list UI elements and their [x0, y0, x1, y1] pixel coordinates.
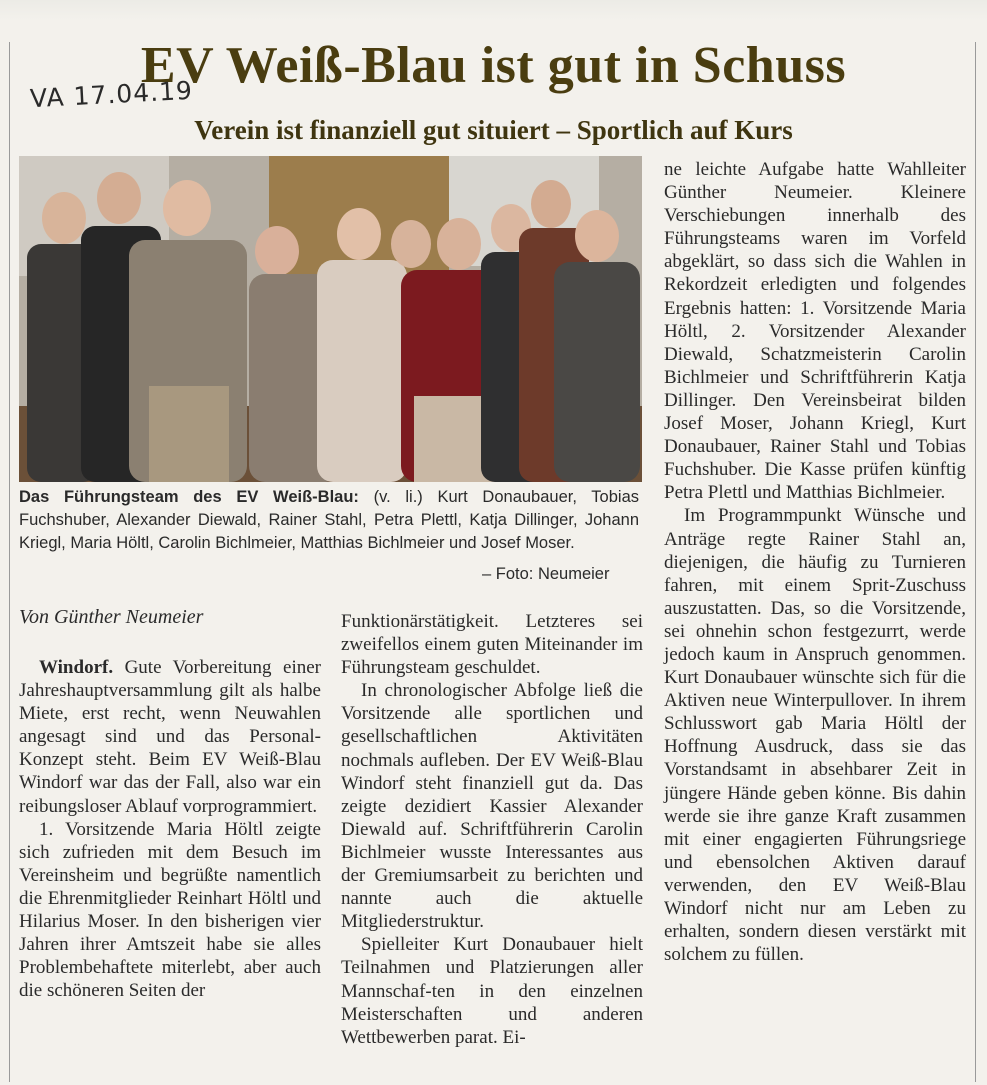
- right-column-rule: [975, 42, 976, 1082]
- article-paragraph: In chronologischer Abfolge ließ die Vorsitzende alle sportlichen und gesellschaftlichen Aktivitäten nochmals aufleben. Der EV Weiß-Blau Windorf steht finanziell gut da. Das zeigte dezidiert Kassier Alexander Diewald auf. Schriftführerin Carolin Bichlmeier wusste Interessantes aus der Gremiumsarbeit zu berichten und nannte auch die aktuelle Mitgliederstruktur.: [341, 680, 643, 933]
- article-paragraph: 1. Vorsitzende Maria Höltl zeigte sich zufrieden mit dem Besuch im Vereinsheim und begrüßte namentlich die Ehrenmitglieder Reinhart Höltl und Hilarius Moser. In den bisherigen vier Jahren ihrer Amtszeit habe sie alles Problembehaftete miterlebt, aber auch die schöneren Seiten der: [19, 818, 321, 1002]
- article-paragraph: Funktionärstätigkeit. Letzteres sei zweifellos einem guten Miteinander im Führungsteam geschuldet.: [341, 611, 643, 679]
- article-paragraph: ne leichte Aufgabe hatte Wahlleiter Günther Neumeier. Kleinere Verschiebungen innerhalb des Führungsteams waren im Vorfeld abgeklärt, so dass sich die Wahlen in Rekordzeit erledigten und folgendes Ergebnis hatten: 1. Vorsitzende Maria Höltl, 2. Vorsitzender Alexander Diewald, Schatzmeisterin Carolin Bichlmeier und Schriftführerin Katja Dillinger. Den Vereinsbeirat bilden Josef Moser, Johann Kriegl, Kurt Donaubauer, Rainer Stahl und Tobias Fuchshuber. Die Kasse prüfen künftig Petra Plettl und Matthias Bichlmeier.: [664, 159, 966, 504]
- article-paragraph: Windorf. Gute Vorbereitung einer Jahreshauptversammlung gilt als halbe Miete, erst recht, wenn Neuwahlen angesagt sind und das Personal-Konzept steht. Beim EV Weiß-Blau Windorf war das der Fall, also war ein reibungsloser Ablauf vorprogrammiert.: [19, 657, 321, 817]
- caption-text: (v. li.) Kurt Donaubauer, Tobias Fuchshuber, Alexander Diewald, Rainer Stahl, Petra Plettl, Katja Dillinger, Johann Kriegl, Maria Höltl, Carolin Bichlmeier, Matthias Bichlmeier und Josef Moser.: [19, 488, 639, 552]
- group-photo: [19, 156, 642, 482]
- article-column-1: [19, 656, 321, 1002]
- left-column-rule: [9, 42, 10, 1082]
- article-paragraph: Im Programmpunkt Wünsche und Anträge regte Rainer Stahl an, diejenigen, die häufig zu Turnieren fahren, mit einem Sprit-Zuschuss auszustatten. Das, so die Vorsitzende, sei ohnehin schon festgezurrt, werde jedoch kaum in Anspruch genommen. Kurt Donaubauer wünschte sich für die Aktiven neue Winterpullover. In ihrem Schlusswort gab Maria Höltl der Hoffnung Ausdruck, dass sie das Vorstandsamt in absehbarer Zeit in jüngere Hände geben könne. Bis dahin werde sie ihre ganze Kraft zusammen mit einer engagierten Führungsriege und ebensolchen Aktiven darauf verwenden, den EV Weiß-Blau Windorf nicht nur am Leben zu erhalten, sondern diesen verstärkt mit solchem zu füllen.: [664, 505, 966, 966]
- article-subheadline: Verein ist finanziell gut situiert – Sportlich auf Kurs: [194, 115, 793, 145]
- article-headline: EV Weiß-Blau ist gut in Schuss: [140, 37, 847, 94]
- article-column-3: [664, 158, 966, 966]
- article-paragraph: Spielleiter Kurt Donaubauer hielt Teilnahmen und Platzierungen aller Mannschaf-ten in den einzelnen Meisterschaften und anderen Wettbewerben parat. Ei-: [341, 934, 643, 1048]
- photo-caption: [19, 486, 639, 555]
- article-byline: Von Günther Neumeier: [19, 606, 204, 628]
- group-photo-illustration: [19, 156, 642, 482]
- handwritten-date-note: VA 17.04.19: [29, 75, 194, 114]
- previous-page-bleed: [0, 0, 987, 20]
- photo-credit: – Foto: Neumeier: [482, 565, 610, 583]
- article-column-2: [341, 610, 643, 1049]
- article-dateline: Windorf.: [39, 657, 114, 678]
- caption-lead: Das Führungsteam des EV Weiß-Blau:: [19, 488, 359, 506]
